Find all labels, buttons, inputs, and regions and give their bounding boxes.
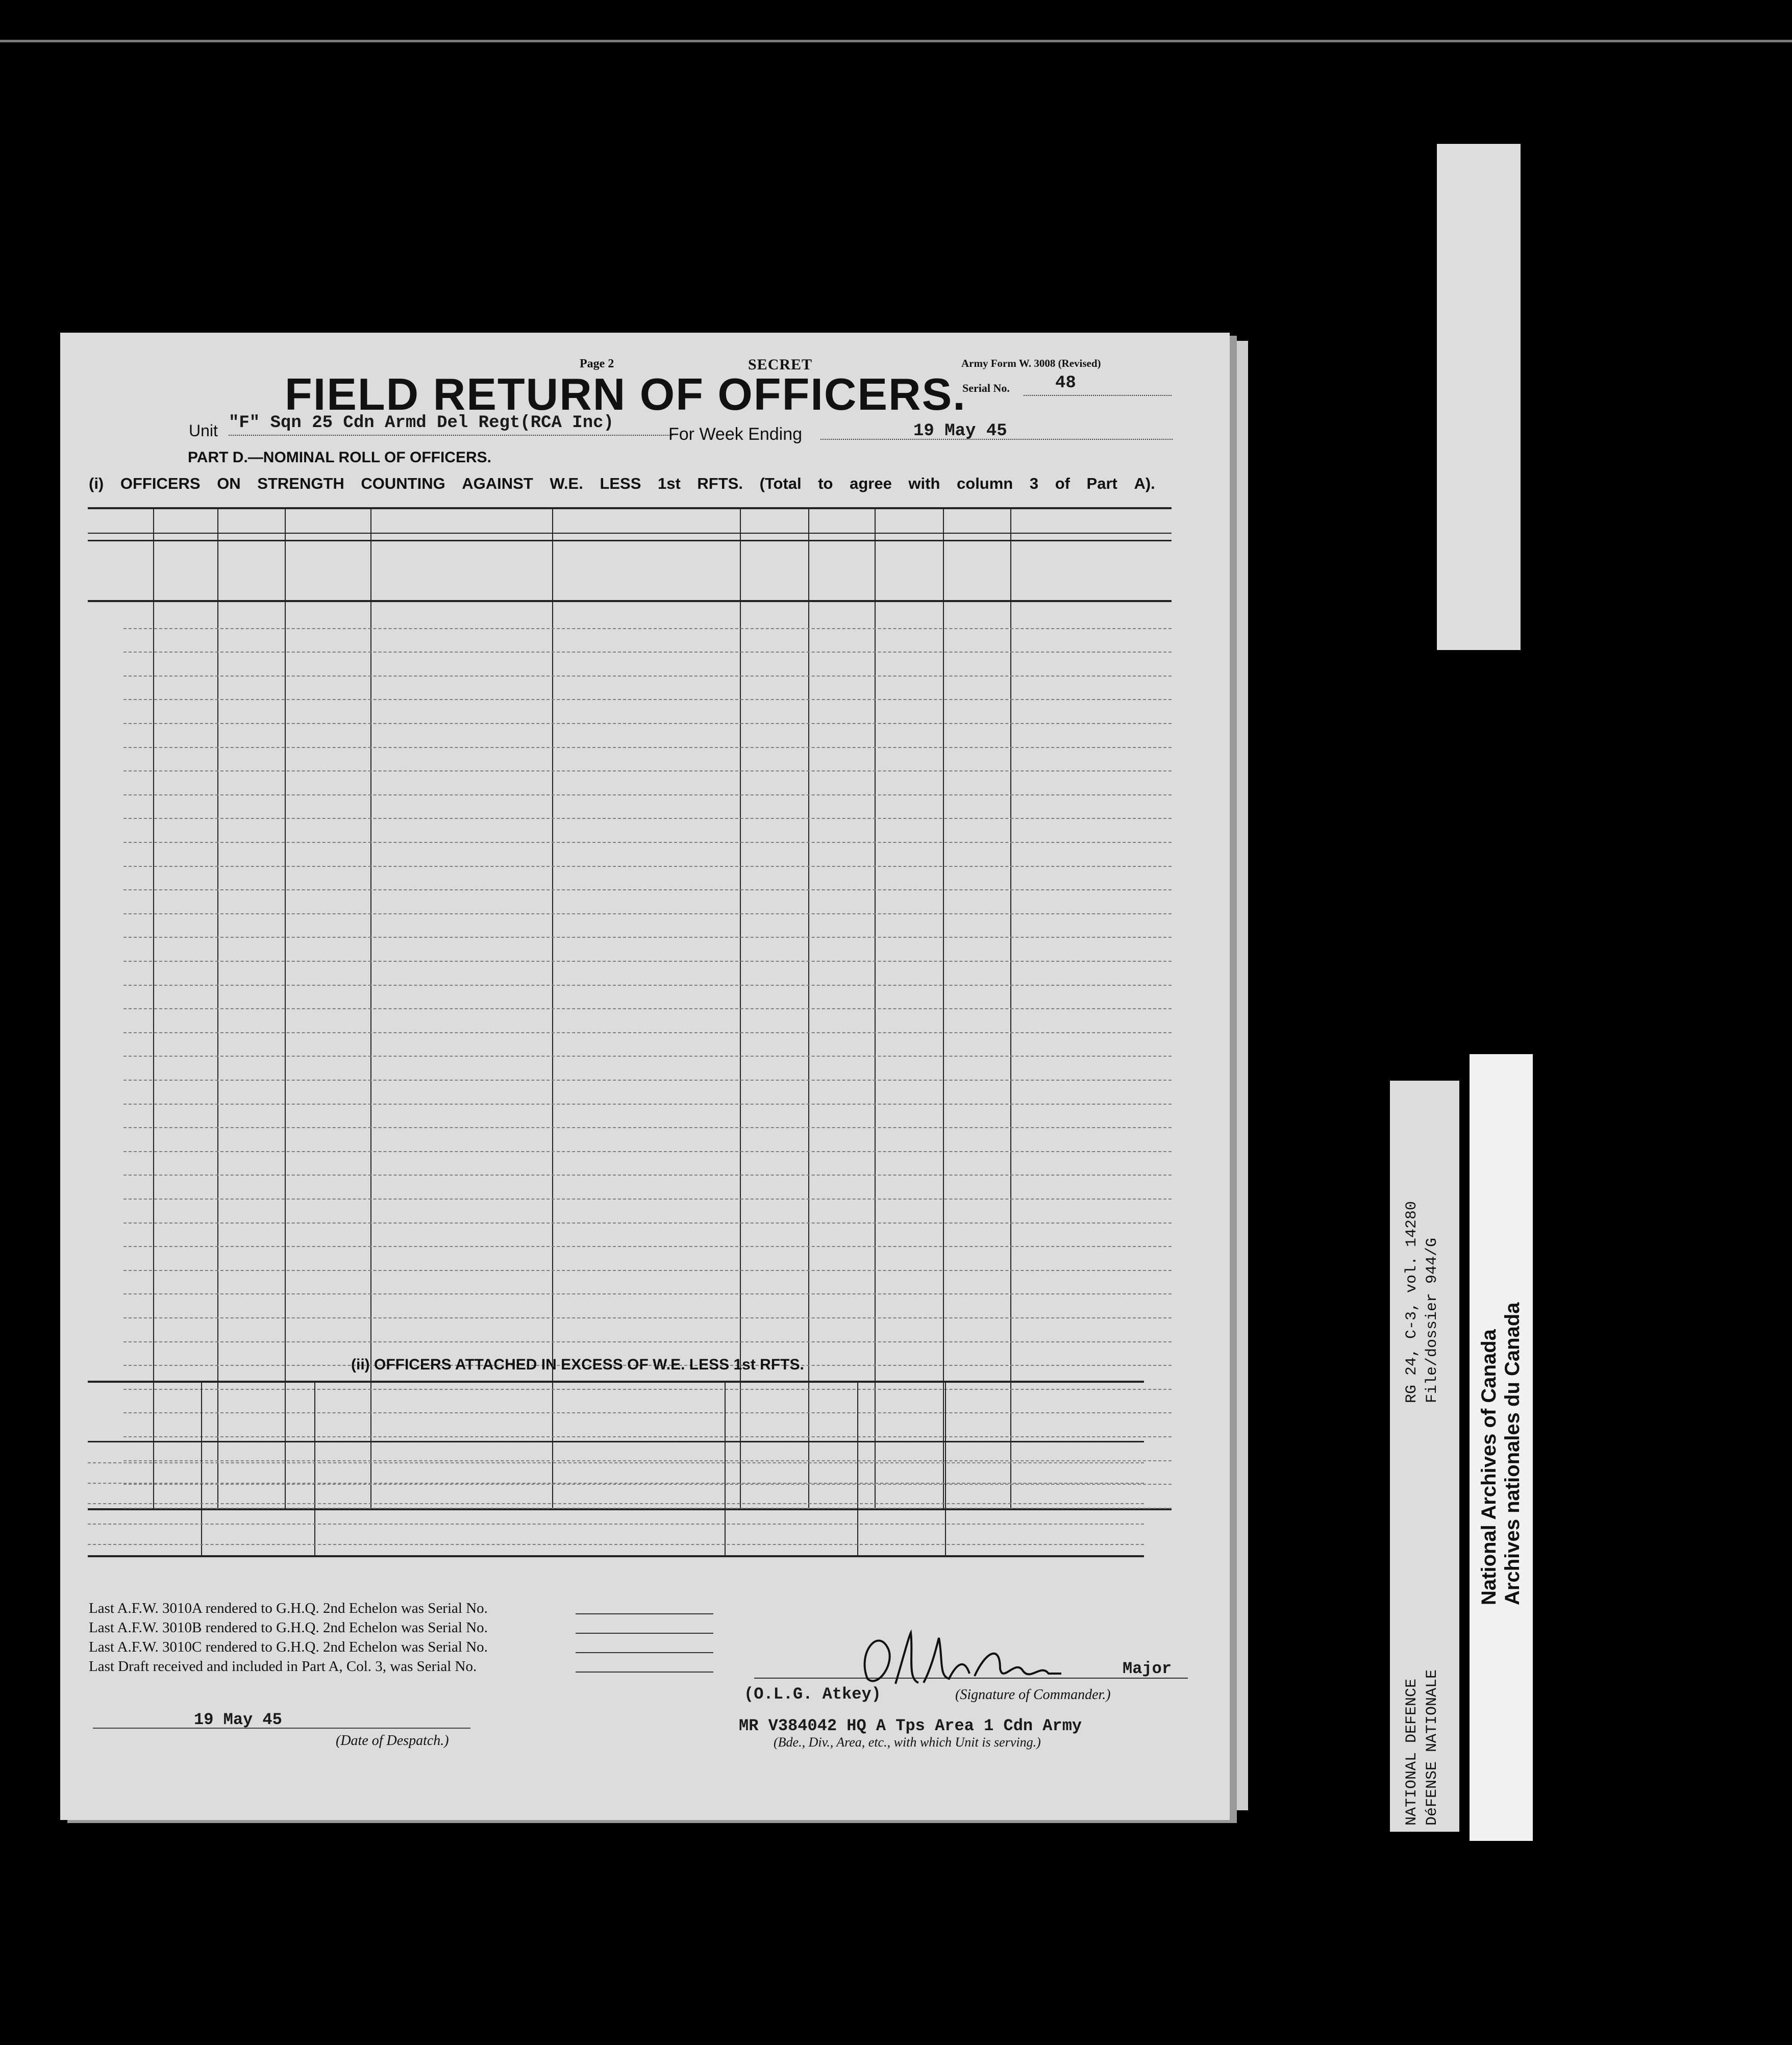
footer-line-1: Last A.F.W. 3010A rendered to G.H.Q. 2nd Echelon was Serial No. bbox=[89, 1600, 488, 1616]
despatch-label: (Date of Despatch.) bbox=[336, 1733, 449, 1749]
scan-border-line bbox=[0, 40, 1792, 42]
secret-label: SECRET bbox=[748, 356, 813, 373]
section-i-heading bbox=[89, 475, 1155, 493]
row-rule bbox=[123, 747, 1172, 748]
footer-line-3: Last A.F.W. 3010C rendered to G.H.Q. 2nd Echelon was Serial No. bbox=[89, 1639, 488, 1655]
row-rule bbox=[123, 866, 1172, 867]
table2-divider bbox=[201, 1381, 202, 1555]
row-rule bbox=[123, 1127, 1172, 1128]
row-rule bbox=[123, 889, 1172, 890]
row-rule bbox=[123, 628, 1172, 629]
row-rule bbox=[123, 1104, 1172, 1105]
serial-blank-4 bbox=[576, 1672, 713, 1673]
section-i-word: of bbox=[1055, 475, 1070, 492]
column-divider bbox=[1010, 507, 1011, 1508]
row-rule bbox=[123, 1175, 1172, 1176]
row-rule bbox=[123, 1246, 1172, 1247]
table-rule bbox=[88, 540, 1172, 541]
department-line-2: DéFENSE NATIONALE bbox=[1424, 1669, 1441, 1826]
row-rule bbox=[123, 1032, 1172, 1033]
section-i-word: to bbox=[818, 475, 833, 492]
national-archives-label bbox=[1470, 1054, 1533, 1841]
nac-line-1: National Archives of Canada bbox=[1478, 1329, 1500, 1605]
section-i-word: Part bbox=[1086, 475, 1117, 492]
unit-value: "F" Sqn 25 Cdn Armd Del Regt(RCA Inc) bbox=[229, 413, 614, 433]
section-i-word: ON bbox=[217, 475, 241, 492]
serial-label: Serial No. bbox=[962, 382, 1010, 394]
serial-blank-2 bbox=[576, 1633, 713, 1634]
row-rule bbox=[123, 1270, 1172, 1271]
section-i-word: W.E. bbox=[550, 475, 583, 492]
row-rule bbox=[123, 794, 1172, 795]
footer-line-4: Last Draft received and included in Part A, Col. 3, was Serial No. bbox=[89, 1658, 477, 1675]
serial-value: 48 bbox=[1055, 373, 1076, 393]
signature-label: (Signature of Commander.) bbox=[955, 1687, 1111, 1703]
page-number: Page 2 bbox=[580, 357, 614, 370]
nac-line-2: Archives nationales du Canada bbox=[1501, 1302, 1524, 1605]
section-i-word: column bbox=[957, 475, 1013, 492]
week-ending-value: 19 May 45 bbox=[913, 421, 1007, 441]
section-i-word: OFFICERS bbox=[120, 475, 201, 492]
table2-rule bbox=[88, 1381, 1144, 1383]
despatch-date: 19 May 45 bbox=[194, 1710, 282, 1729]
table2-rule bbox=[88, 1441, 1144, 1442]
section-i-word: LESS bbox=[600, 475, 641, 492]
frame-number-strip bbox=[1437, 144, 1521, 650]
section-i-word: AGAINST bbox=[462, 475, 533, 492]
row-rule bbox=[123, 913, 1172, 914]
section-i-word: COUNTING bbox=[361, 475, 445, 492]
table2-divider bbox=[945, 1381, 946, 1555]
section-i-word: (i) bbox=[89, 475, 104, 492]
row-rule bbox=[123, 937, 1172, 938]
unit-line bbox=[229, 435, 673, 436]
table-rule bbox=[88, 533, 1172, 534]
unit-location: MR V384042 HQ A Tps Area 1 Cdn Army bbox=[739, 1716, 1082, 1735]
form-title: FIELD RETURN OF OFFICERS. bbox=[285, 369, 966, 419]
row-rule bbox=[123, 1293, 1172, 1294]
serial-line bbox=[1024, 394, 1172, 396]
archive-reference-label bbox=[1390, 1081, 1459, 1832]
location-label: (Bde., Div., Area, etc., with which Unit is serving.) bbox=[774, 1735, 1041, 1750]
section-ii-heading: (ii) OFFICERS ATTACHED IN EXCESS OF W.E. LESS 1st RFTS. bbox=[351, 1356, 804, 1373]
table2-row-rule bbox=[88, 1483, 1144, 1484]
table2-row-rule bbox=[88, 1524, 1144, 1525]
form-page bbox=[60, 333, 1230, 1820]
table2-row-rule bbox=[88, 1544, 1144, 1545]
row-rule bbox=[123, 1223, 1172, 1224]
row-rule bbox=[123, 985, 1172, 986]
attached-officers-table bbox=[88, 1381, 1144, 1555]
row-rule bbox=[123, 1080, 1172, 1081]
reference-line-2: File/dossier 944/G bbox=[1424, 1237, 1441, 1403]
row-rule bbox=[123, 1199, 1172, 1200]
table2-divider bbox=[857, 1381, 858, 1555]
column-divider bbox=[808, 507, 809, 1508]
section-i-word: with bbox=[908, 475, 940, 492]
row-rule bbox=[123, 1317, 1172, 1318]
department-line-1: NATIONAL DEFENCE bbox=[1403, 1678, 1421, 1826]
column-divider bbox=[943, 507, 944, 1508]
week-ending-label: For Week Ending bbox=[668, 425, 803, 444]
section-i-word: STRENGTH bbox=[257, 475, 344, 492]
column-divider bbox=[217, 507, 218, 1508]
row-rule bbox=[123, 1341, 1172, 1342]
section-i-word: agree bbox=[850, 475, 892, 492]
table2-divider bbox=[725, 1381, 726, 1555]
row-rule bbox=[123, 699, 1172, 700]
commander-name: (O.L.G. Atkey) bbox=[744, 1685, 881, 1704]
serial-blank-3 bbox=[576, 1652, 713, 1653]
table-rule bbox=[88, 600, 1172, 602]
section-i-word: RFTS. bbox=[697, 475, 743, 492]
section-i-word: A). bbox=[1134, 475, 1155, 492]
row-rule bbox=[123, 1008, 1172, 1009]
row-rule bbox=[123, 842, 1172, 843]
reference-line-1: RG 24, C-3, vol. 14280 bbox=[1403, 1201, 1421, 1403]
unit-label: Unit bbox=[189, 421, 218, 440]
army-form-label: Army Form W. 3008 (Revised) bbox=[961, 357, 1101, 369]
column-divider bbox=[153, 507, 154, 1508]
table-rule bbox=[88, 507, 1172, 509]
rank-major: Major bbox=[1123, 1659, 1172, 1678]
row-rule bbox=[123, 818, 1172, 819]
row-rule bbox=[123, 676, 1172, 677]
row-rule bbox=[123, 1056, 1172, 1057]
part-d-heading: PART D.—NOMINAL ROLL OF OFFICERS. bbox=[188, 449, 491, 466]
serial-blank-1 bbox=[576, 1613, 713, 1614]
section-i-word: (Total bbox=[759, 475, 802, 492]
column-divider bbox=[875, 507, 876, 1508]
row-rule bbox=[123, 961, 1172, 962]
footer-line-2: Last A.F.W. 3010B rendered to G.H.Q. 2nd Echelon was Serial No. bbox=[89, 1619, 488, 1636]
table2-rule bbox=[88, 1555, 1144, 1557]
section-i-word: 1st bbox=[658, 475, 681, 492]
row-rule bbox=[123, 652, 1172, 653]
row-rule bbox=[123, 1151, 1172, 1152]
table2-divider bbox=[314, 1381, 315, 1555]
row-rule bbox=[123, 770, 1172, 771]
column-divider bbox=[285, 507, 286, 1508]
section-i-word: 3 bbox=[1029, 475, 1039, 492]
table2-row-rule bbox=[88, 1503, 1144, 1504]
row-rule bbox=[123, 723, 1172, 724]
despatch-line bbox=[93, 1728, 470, 1729]
table2-row-rule bbox=[88, 1462, 1144, 1463]
